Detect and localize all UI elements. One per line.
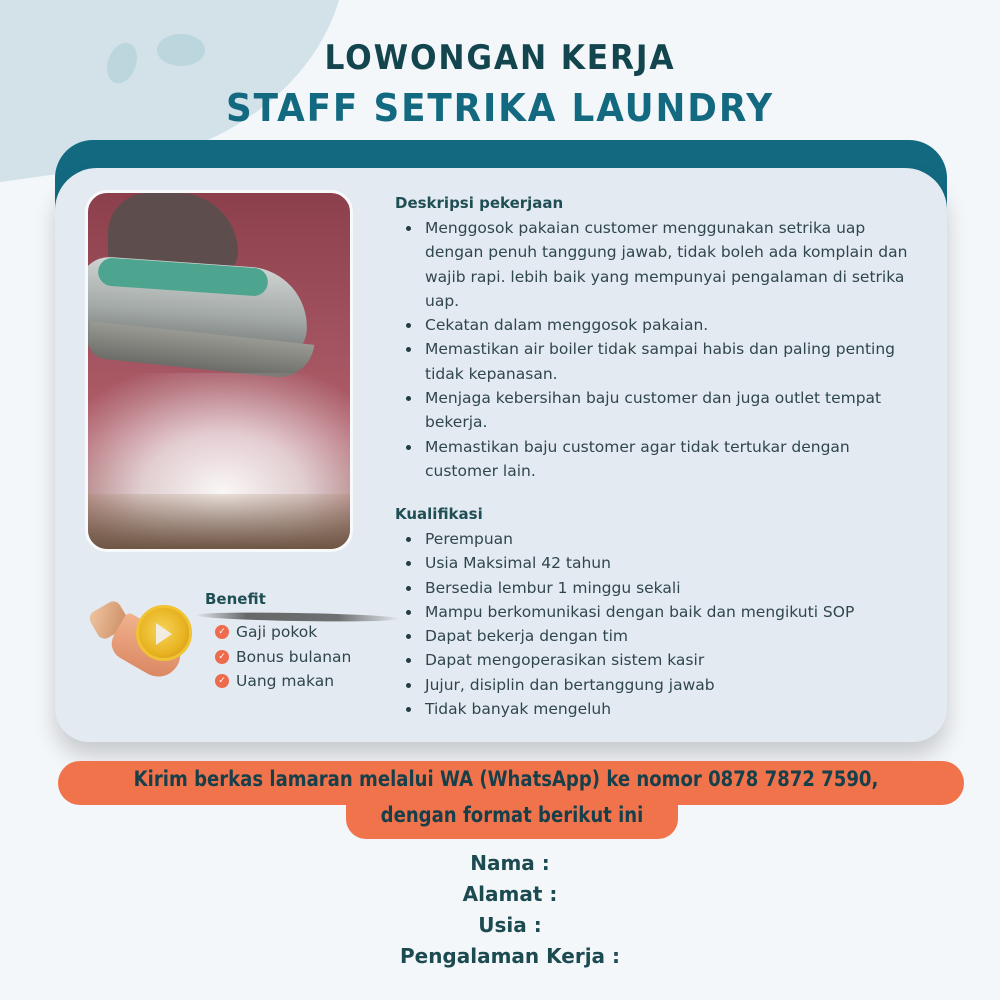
list-item: Memastikan baju customer agar tidak tertukar dengan customer lain. xyxy=(395,435,925,484)
list-item: Dapat bekerja dengan tim xyxy=(395,624,935,648)
job-description-heading: Deskripsi pekerjaan xyxy=(395,194,564,212)
application-format xyxy=(0,848,1000,972)
list-item: Menjaga kebersihan baju customer dan juga outlet tempat bekerja. xyxy=(395,386,925,435)
check-circle-icon: ✓ xyxy=(215,625,229,639)
check-circle-icon: ✓ xyxy=(215,650,229,664)
qualifications-list xyxy=(395,527,935,721)
list-item: Perempuan xyxy=(395,527,935,551)
benefit-list xyxy=(215,620,351,694)
steam-iron-photo xyxy=(85,190,353,552)
cta-text-line1: Kirim berkas lamaran melalui WA (WhatsApp) ke nomor 0878 7872 7590, xyxy=(133,767,879,791)
job-title: STAFF SETRIKA LAUNDRY xyxy=(225,86,774,130)
list-item: Dapat mengoperasikan sistem kasir xyxy=(395,648,935,672)
list-item: Cekatan dalam menggosok pakaian. xyxy=(395,313,925,337)
job-description-list xyxy=(395,216,925,483)
coin-mark-icon xyxy=(156,623,172,645)
coin-icon xyxy=(136,605,192,661)
benefit-label: Bonus bulanan xyxy=(236,647,352,666)
benefit-item xyxy=(215,620,351,645)
list-item: Usia Maksimal 42 tahun xyxy=(395,551,935,575)
page-title: LOWONGAN KERJA xyxy=(324,38,676,78)
hand-coin-icon xyxy=(92,600,192,690)
benefit-item xyxy=(215,669,351,694)
list-item: Bersedia lembur 1 minggu sekali xyxy=(395,576,935,600)
qualifications-heading: Kualifikasi xyxy=(395,505,483,523)
list-item: Tidak banyak mengeluh xyxy=(395,697,935,721)
list-item: Menggosok pakaian customer menggunakan setrika uap dengan penuh tanggung jawab, tidak boleh ada komplain dan wajib rapi. lebih baik yang mempunyai pengalaman di setrika uap. xyxy=(395,216,925,313)
ironing-board-shape xyxy=(88,494,350,549)
cta-text-line2: dengan format berikut ini xyxy=(380,803,644,827)
benefit-heading: Benefit xyxy=(205,590,266,608)
benefit-label: Uang makan xyxy=(236,672,335,690)
form-field-nama: Nama : xyxy=(470,851,550,875)
list-item: Memastikan air boiler tidak sampai habis dan paling penting tidak kepanasan. xyxy=(395,337,925,386)
list-item: Mampu berkomunikasi dengan baik dan mengikuti SOP xyxy=(395,600,935,624)
benefit-label: Gaji pokok xyxy=(236,623,318,641)
benefit-item xyxy=(215,645,351,670)
check-circle-icon: ✓ xyxy=(215,674,229,688)
form-field-pengalaman: Pengalaman Kerja : xyxy=(399,944,621,968)
list-item: Jujur, disiplin dan bertanggung jawab xyxy=(395,673,935,697)
form-field-alamat: Alamat : xyxy=(462,882,558,906)
form-field-usia: Usia : xyxy=(478,913,542,937)
